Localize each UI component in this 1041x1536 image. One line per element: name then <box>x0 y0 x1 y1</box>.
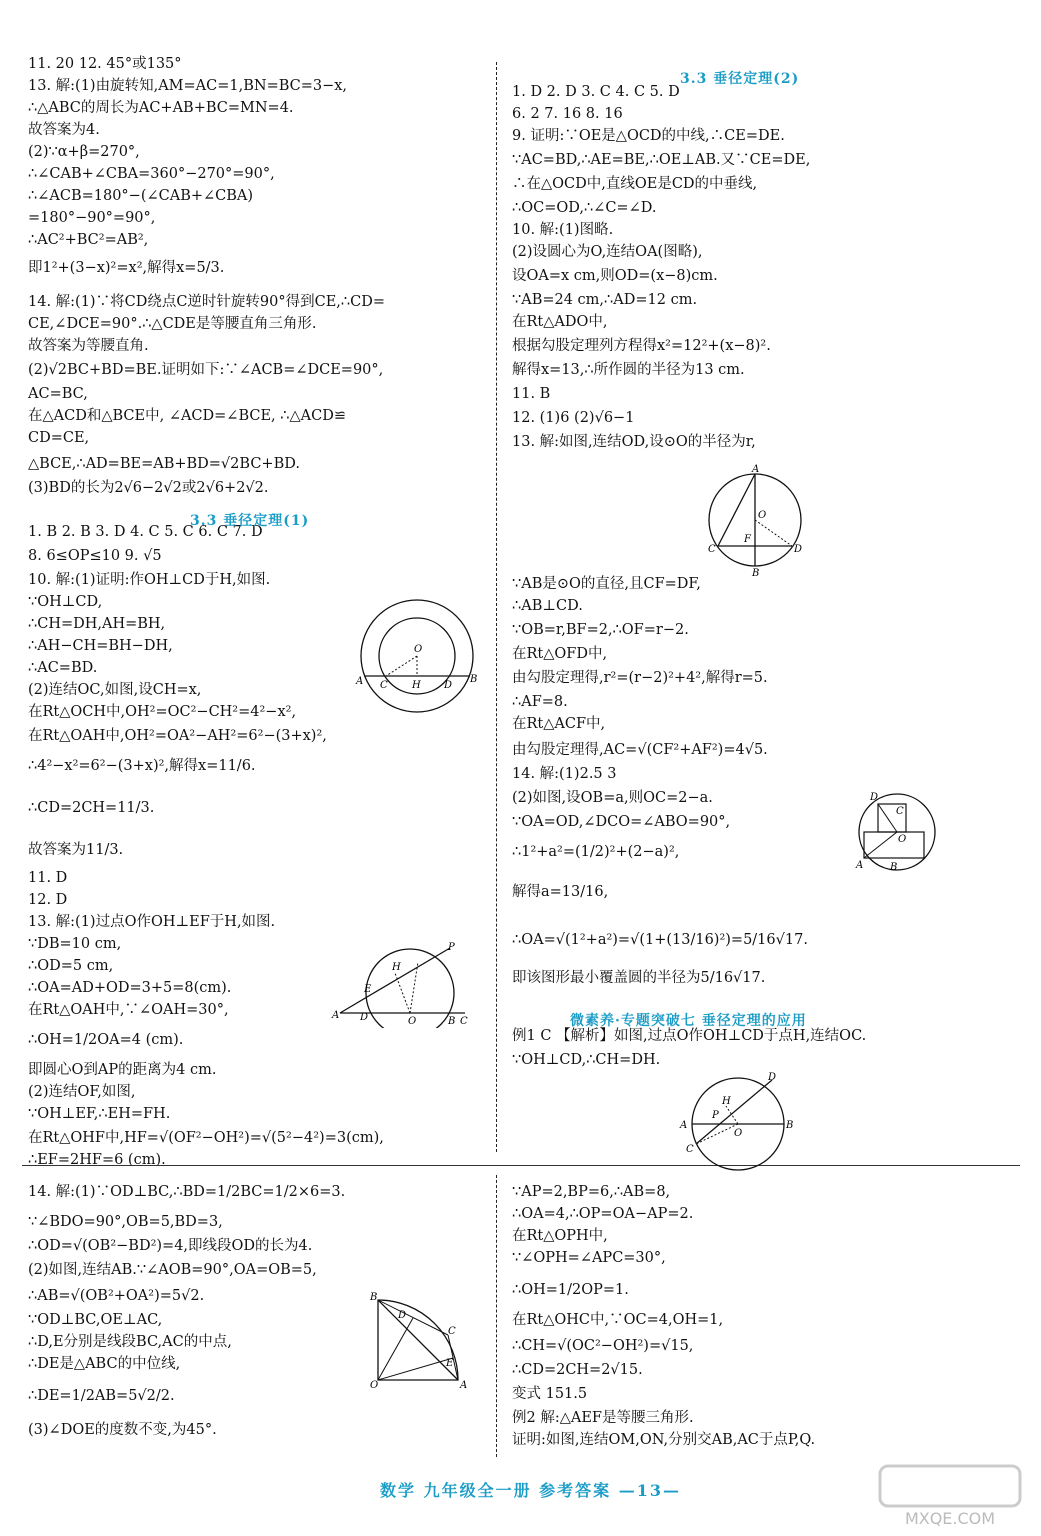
svg-text:H: H <box>722 1096 731 1107</box>
answer-line: (2)如图,设OB=a,则OC=2−a. <box>512 790 713 806</box>
answer-line: ∴4²−x²=6²−(3+x)²,解得x=11/6. <box>28 758 256 774</box>
answer-line: ∴在△OCD中,直线OE是CD的中垂线, <box>512 176 758 192</box>
answer-line: 根据勾股定理列方程得x²=12²+(x−8)². <box>512 338 771 354</box>
answer-line: 13. 解:(1)过点O作OH⊥EF于H,如图. <box>28 914 276 930</box>
page-footer: 数学 九年级全一册 参考答案 —13— <box>380 1481 681 1500</box>
answer-line: ∴OA=√(1²+a²)=√(1+(13/16)²)=5/16√17. <box>512 932 808 948</box>
answer-line: ∵AB=24 cm,∴AD=12 cm. <box>512 292 698 308</box>
watermark <box>870 1462 1030 1532</box>
answer-line: ∵AP=2,BP=6,∴AB=8, <box>512 1184 671 1200</box>
answer-line: (2)√2BC+BD=BE.证明如下:∵∠ACB=∠DCE=90°, <box>28 362 384 378</box>
answer-line: CD=CE, <box>28 430 90 446</box>
answer-line: ∵AB是⊙O的直径,且CF=DF, <box>512 576 701 592</box>
answer-line: ∵OH⊥CD, <box>28 594 103 610</box>
svg-text:C: C <box>896 806 904 817</box>
answer-line: (2)连结OF,如图, <box>28 1084 136 1100</box>
answer-line: ∴OC=OD,∴∠C=∠D. <box>512 200 657 216</box>
svg-text:A: A <box>680 1120 688 1131</box>
answer-line: ∵OH⊥CD,∴CH=DH. <box>512 1052 661 1068</box>
answer-line: 由勾股定理得,r²=(r−2)²+4²,解得r=5. <box>512 670 768 686</box>
answer-line: ∴CD=2CH=11/3. <box>28 800 155 816</box>
answer-line: 即该图形最小覆盖圆的半径为5/16√17. <box>512 970 766 986</box>
answer-line: 14. 解:(1)∵OD⊥BC,∴BD=1/2BC=1/2×6=3. <box>28 1184 346 1200</box>
answer-line: (3)BD的长为2√6−2√2或2√6+2√2. <box>28 480 269 496</box>
svg-text:B: B <box>786 1120 794 1131</box>
answer-line: 11. D <box>28 870 68 886</box>
answer-line: ∵AC=BD,∴AE=BE,∴OE⊥AB.又∵CE=DE, <box>512 152 811 168</box>
answer-line: 故答案为11/3. <box>28 842 124 858</box>
answer-line: 10. 解:(1)证明:作OH⊥CD于H,如图. <box>28 572 271 588</box>
answer-line: 在Rt△OPH中, <box>512 1228 608 1244</box>
svg-text:A: A <box>752 464 760 475</box>
svg-text:P: P <box>712 1110 719 1121</box>
answer-line: 9. 证明:∵OE是△OCD的中线,∴CE=DE. <box>512 128 785 144</box>
svg-text:P: P <box>448 942 455 953</box>
answer-line: ∴OD=√(OB²−BD²)=4,即线段OD的长为4. <box>28 1238 313 1254</box>
answer-line: 故答案为等腰直角. <box>28 338 149 354</box>
answer-line: 解得a=13/16, <box>512 884 609 900</box>
svg-text:O: O <box>414 644 423 655</box>
figure-circle-secant <box>330 938 470 1028</box>
answer-line: ∴OA=4,∴OP=OA−AP=2. <box>512 1206 694 1222</box>
answer-line: 在Rt△ADO中, <box>512 314 608 330</box>
answer-line: ∴DE=1/2AB=5√2/2. <box>28 1388 175 1404</box>
figure-circle-chord-example <box>676 1072 806 1174</box>
answer-line: ∴OA=AD+OD=3+5=8(cm). <box>28 980 232 996</box>
svg-text:D: D <box>870 792 879 803</box>
svg-text:D: D <box>444 680 453 691</box>
figure-squares-in-circle <box>852 788 942 872</box>
answer-line: CE,∠DCE=90°.∴△CDE是等腰直角三角形. <box>28 316 317 332</box>
answer-line: ∴EF=2HF=6 (cm). <box>28 1152 166 1168</box>
watermark-logo-icon <box>870 1462 1030 1532</box>
svg-text:D: D <box>768 1072 777 1083</box>
svg-text:MXQE.COM: MXQE.COM <box>904 1509 996 1528</box>
svg-text:C: C <box>686 1144 694 1155</box>
section-title-perpendicular-diameter-1: 3.3 垂径定理(1) <box>190 513 310 529</box>
section-title-special-topic-7: 微素养·专题突破七 垂径定理的应用 <box>570 1013 807 1029</box>
section-title-perpendicular-diameter-2: 3.3 垂径定理(2) <box>680 71 800 87</box>
answer-line: ∴1²+a²=(1/2)²+(2−a)², <box>512 844 680 860</box>
svg-text:A: A <box>356 676 364 687</box>
answer-line: ∵OD⊥BC,OE⊥AC, <box>28 1312 163 1328</box>
answer-line: 12. (1)6 (2)√6−1 <box>512 410 635 426</box>
answer-line: 由勾股定理得,AC=√(CF²+AF²)=4√5. <box>512 742 768 758</box>
answer-line: ∴OH=1/2OA=4 (cm). <box>28 1032 184 1048</box>
svg-text:O: O <box>370 1380 379 1390</box>
answer-line: 证明:如图,连结OM,ON,分别交AB,AC于点P,Q. <box>512 1432 816 1448</box>
answer-line: 例2 解:△AEF是等腰三角形. <box>512 1410 694 1426</box>
answer-line: (3)∠DOE的度数不变,为45°. <box>28 1422 217 1438</box>
answer-line: △BCE,∴AD=BE=AB+BD=√2BC+BD. <box>28 456 300 472</box>
svg-text:D: D <box>794 544 803 555</box>
svg-text:C: C <box>380 680 388 691</box>
answer-line: ∴D,E分别是线段BC,AC的中点, <box>28 1334 232 1350</box>
svg-text:C: C <box>708 544 716 555</box>
answer-line: 14. 解:(1)∵将CD绕点C逆时针旋转90°得到CE,∴CD= <box>28 294 385 310</box>
svg-text:O: O <box>734 1128 743 1139</box>
answer-line: ∵OA=OD,∠DCO=∠ABO=90°, <box>512 814 731 830</box>
answer-line: ∴OD=5 cm, <box>28 958 114 974</box>
answer-line: 在Rt△OHC中,∵OC=4,OH=1, <box>512 1312 724 1328</box>
answer-line: 在Rt△OHF中,HF=√(OF²−OH²)=√(5²−4²)=3(cm), <box>28 1130 384 1146</box>
answer-line: 在Rt△OFD中, <box>512 646 608 662</box>
answer-line: ∴CH=DH,AH=BH, <box>28 616 166 632</box>
answer-line: 1. B 2. B 3. D 4. C 5. C 6. C 7. D <box>28 524 263 540</box>
answer-line: ∴△ABC的周长为AC+AB+BC=MN=4. <box>28 100 294 116</box>
answer-line: (2)如图,连结AB.∵∠AOB=90°,OA=OB=5, <box>28 1262 317 1278</box>
svg-text:A: A <box>856 860 864 871</box>
answer-line: 变式 151.5 <box>512 1386 588 1402</box>
answer-line: ∴DE是△ABC的中位线, <box>28 1356 181 1372</box>
answer-line: (2)设圆心为O,连结OA(图略), <box>512 244 703 260</box>
svg-text:H: H <box>392 962 401 973</box>
svg-text:B: B <box>470 674 478 685</box>
svg-text:C: C <box>460 1016 468 1027</box>
column-divider <box>496 62 497 1152</box>
answer-line: 例1 C 【解析】如图,过点O作OH⊥CD于点H,连结OC. <box>512 1028 867 1044</box>
page-fold-line <box>22 1165 1020 1166</box>
answer-line: 解得x=13,∴所作圆的半径为13 cm. <box>512 362 745 378</box>
answer-line: ∴AH−CH=BH−DH, <box>28 638 173 654</box>
answer-line: ∵∠BDO=90°,OB=5,BD=3, <box>28 1214 223 1230</box>
answer-line: 设OA=x cm,则OD=(x−8)cm. <box>512 268 718 284</box>
answer-line: 1. D 2. D 3. C 4. C 5. D <box>512 84 680 100</box>
answer-line: ∴AC²+BC²=AB², <box>28 232 149 248</box>
answer-line: ∵DB=10 cm, <box>28 936 122 952</box>
answer-line: 11. B <box>512 386 551 402</box>
answer-line: =180°−90°=90°, <box>28 210 156 226</box>
answer-line: ∴∠ACB=180°−(∠CAB+∠CBA) <box>28 188 254 204</box>
answer-line: 11. 20 12. 45°或135° <box>28 56 182 72</box>
svg-text:B: B <box>890 862 898 872</box>
answer-line: 10. 解:(1)图略. <box>512 222 614 238</box>
svg-text:C: C <box>448 1326 456 1337</box>
column-divider-lower <box>496 1175 497 1457</box>
svg-text:O: O <box>758 510 767 521</box>
figure-circle-diameter <box>700 458 810 578</box>
svg-text:B: B <box>448 1016 456 1027</box>
svg-text:B: B <box>752 568 760 578</box>
figure-concentric-circles <box>352 598 482 718</box>
answer-line: ∴OH=1/2OP=1. <box>512 1282 629 1298</box>
svg-text:O: O <box>898 834 907 845</box>
svg-text:D: D <box>398 1310 407 1321</box>
answer-line: 在△ACD和△BCE中, ∠ACD=∠BCE, ∴△ACD≌ <box>28 408 346 424</box>
answer-line: AC=BC, <box>28 386 88 402</box>
answer-line: 即1²+(3−x)²=x²,解得x=5/3. <box>28 260 225 276</box>
answer-line: ∴AB=√(OB²+OA²)=5√2. <box>28 1288 205 1304</box>
svg-text:A: A <box>332 1010 340 1021</box>
svg-text:A: A <box>460 1380 468 1390</box>
svg-text:F: F <box>744 534 751 545</box>
answer-line: 在Rt△OAH中,OH²=OA²−AH²=6²−(3+x)², <box>28 728 327 744</box>
answer-line: 即圆心O到AP的距离为4 cm. <box>28 1062 217 1078</box>
answer-line: 在Rt△OAH中,∵∠OAH=30°, <box>28 1002 229 1018</box>
answer-line: (2)连结OC,如图,设CH=x, <box>28 682 202 698</box>
svg-text:D: D <box>360 1012 369 1023</box>
answer-line: (2)∵α+β=270°, <box>28 144 140 160</box>
answer-line: 13. 解:(1)由旋转知,AM=AC=1,BN=BC=3−x, <box>28 78 348 94</box>
answer-line: ∴∠CAB+∠CBA=360°−270°=90°, <box>28 166 275 182</box>
answer-line: 13. 解:如图,连结OD,设⊙O的半径为r, <box>512 434 756 450</box>
answer-line: ∵OB=r,BF=2,∴OF=r−2. <box>512 622 689 638</box>
answer-line: 6. 2 7. 16 8. 16 <box>512 106 623 122</box>
answer-line: ∴CD=2CH=2√15. <box>512 1362 643 1378</box>
answer-line: 在Rt△ACF中, <box>512 716 606 732</box>
svg-text:O: O <box>408 1016 417 1027</box>
answer-line: ∴AB⊥CD. <box>512 598 583 614</box>
answer-line: 14. 解:(1)2.5 3 <box>512 766 617 782</box>
answer-line: 12. D <box>28 892 68 908</box>
answer-line: 故答案为4. <box>28 122 100 138</box>
answer-line: 8. 6≤OP≤10 9. √5 <box>28 548 162 564</box>
answer-line: ∴AF=8. <box>512 694 568 710</box>
figure-quarter-circle <box>368 1290 478 1390</box>
svg-text:B: B <box>370 1292 378 1303</box>
svg-text:E: E <box>364 984 372 995</box>
svg-text:H: H <box>412 680 421 691</box>
answer-line: ∵∠OPH=∠APC=30°, <box>512 1250 666 1266</box>
answer-line: ∴CH=√(OC²−OH²)=√15, <box>512 1338 694 1354</box>
answer-line: ∴AC=BD. <box>28 660 98 676</box>
svg-text:E: E <box>446 1358 454 1369</box>
answer-line: ∵OH⊥EF,∴EH=FH. <box>28 1106 171 1122</box>
answer-line: 在Rt△OCH中,OH²=OC²−CH²=4²−x², <box>28 704 297 720</box>
